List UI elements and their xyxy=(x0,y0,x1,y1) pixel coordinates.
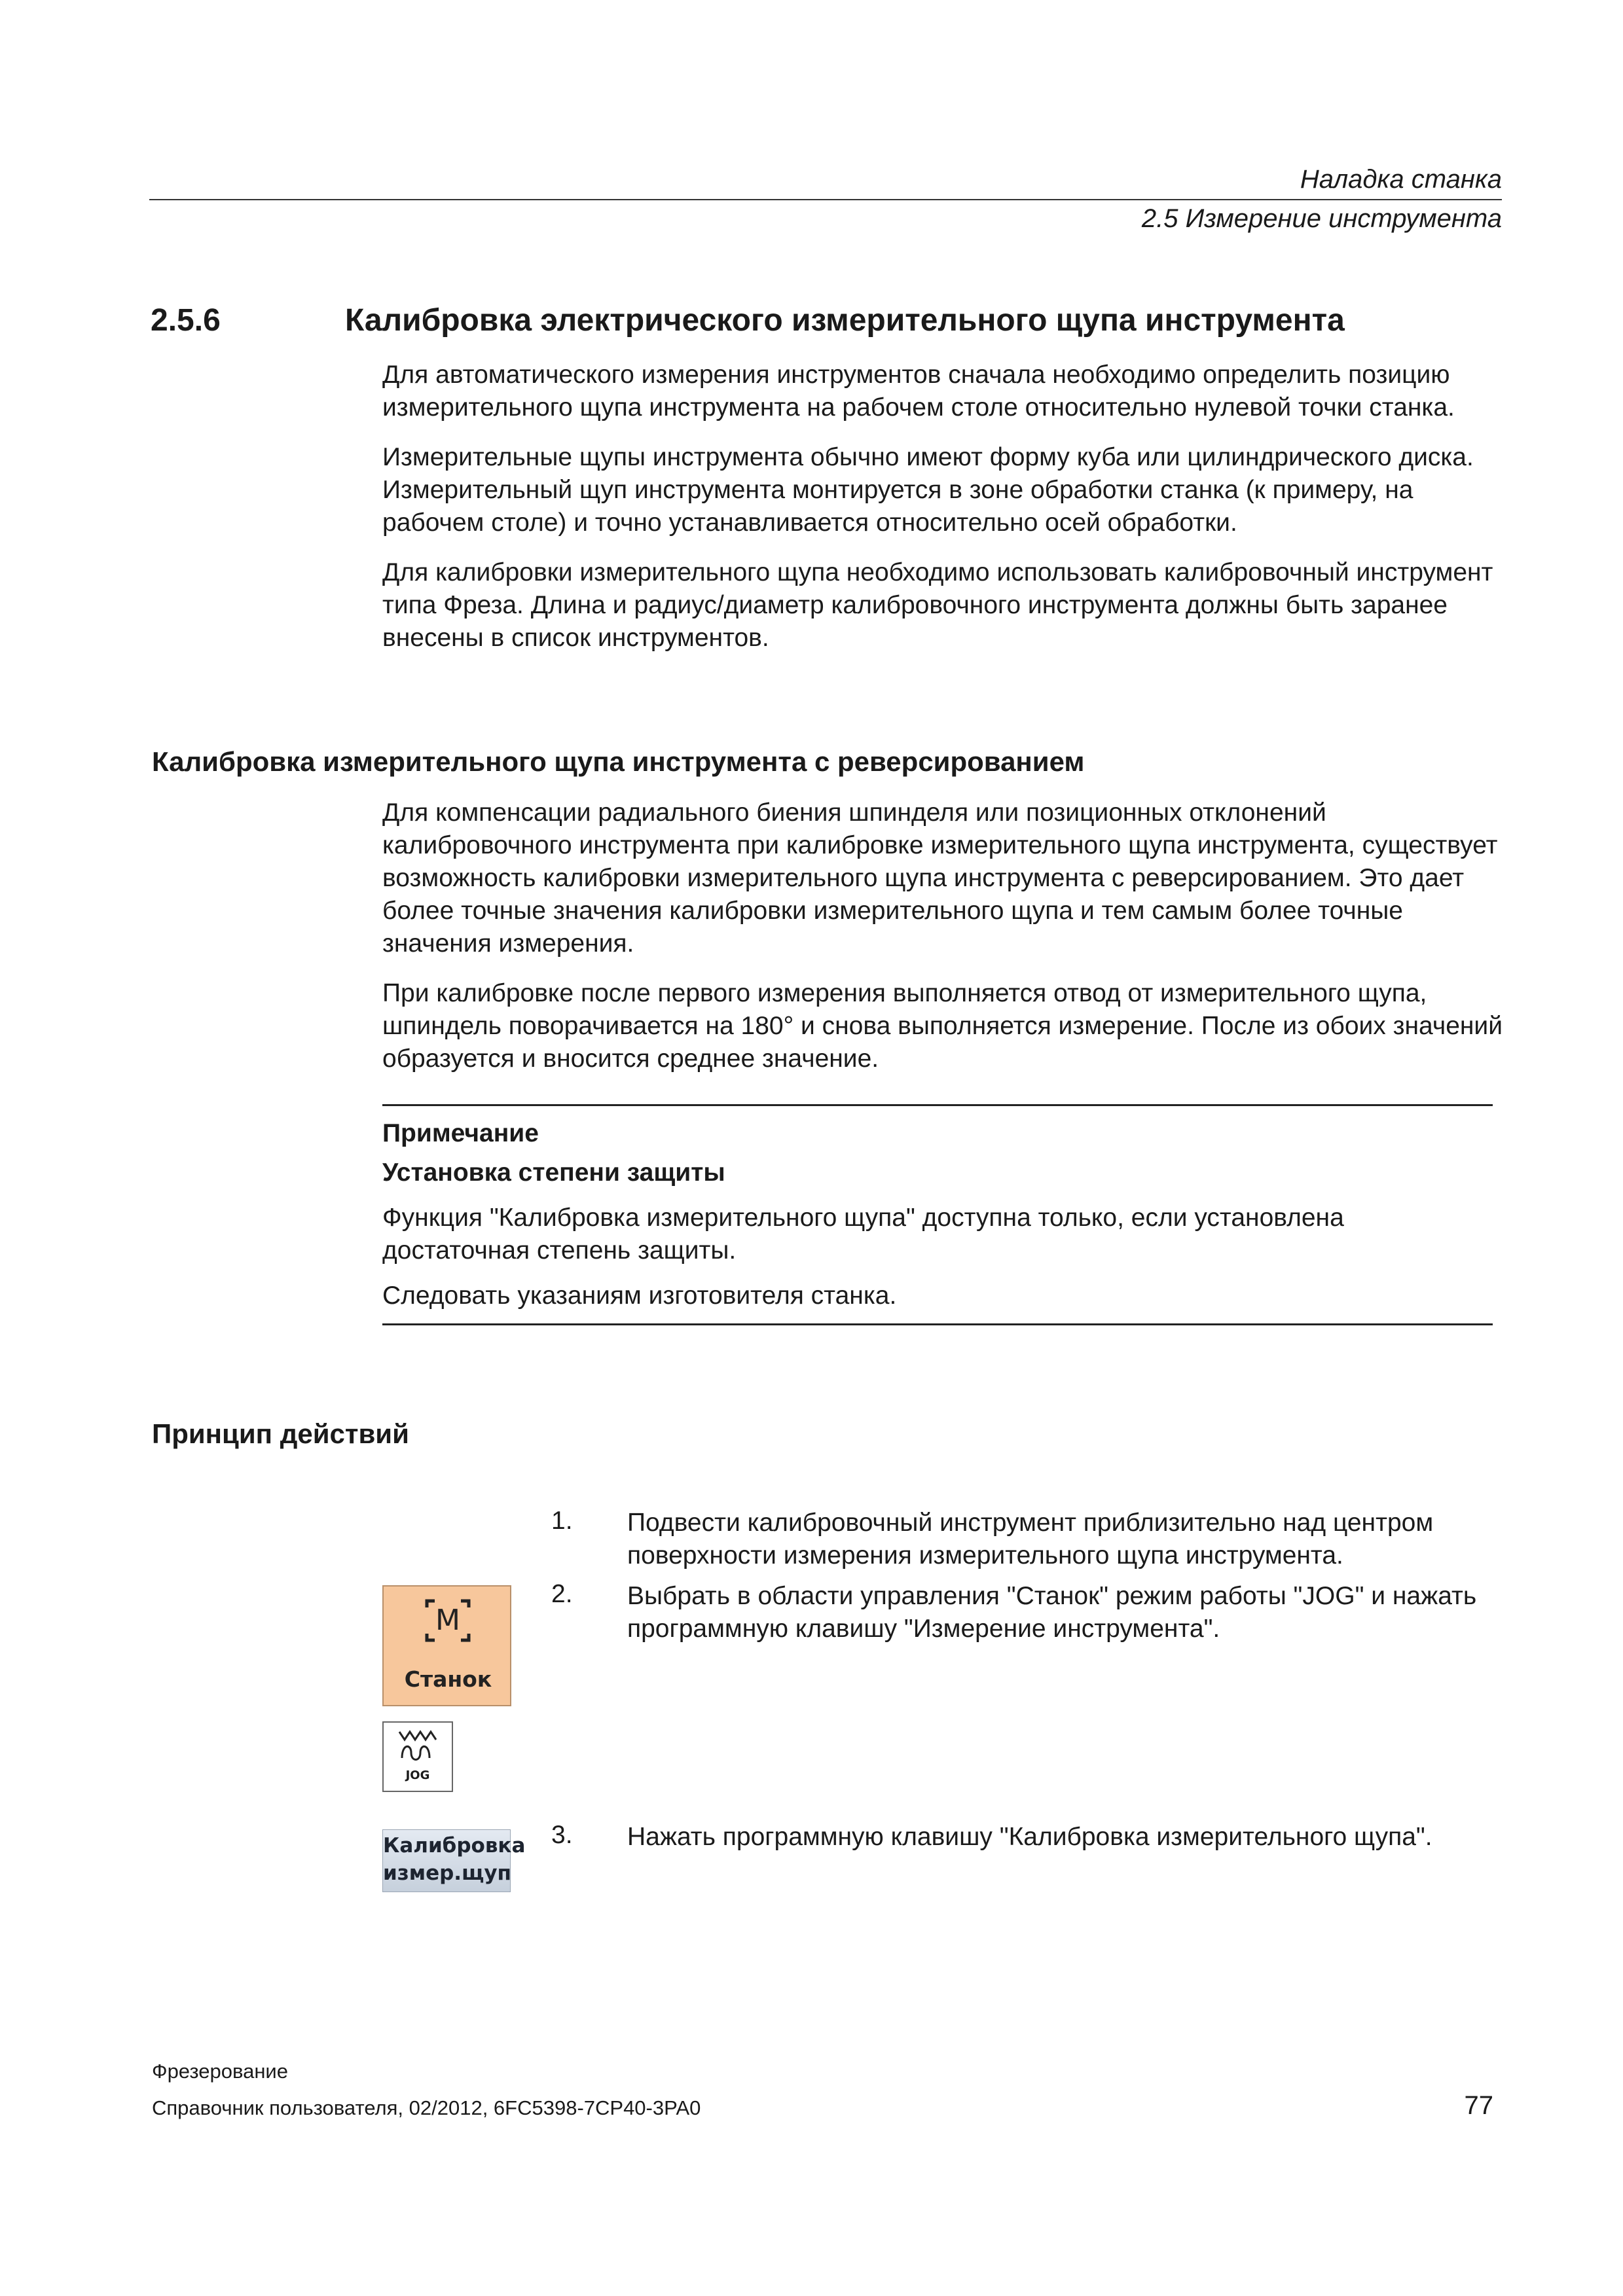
step-text: Выбрать в области управления "Станок" режим работы "JOG" и нажать программную клавишу "Измерение инструмента". xyxy=(627,1582,1477,1643)
machine-softkey[interactable] xyxy=(382,1585,511,1706)
paragraph: Для автоматического измерения инструментов сначала необходимо определить позицию измерительного щупа инструмента на рабочем столе относительно нулевой точки станка. xyxy=(382,361,1455,422)
footer-manual: Справочник пользователя, 02/2012, 6FC5398-7CP40-3PA0 xyxy=(152,2096,701,2119)
paragraph: При калибровке после первого измерения выполняется отвод от измерительного щупа, шпиндель поворачивается на 180° и снова выполняется измерение. После из обоих значений образуется и вносится среднее значение. xyxy=(382,979,1503,1073)
step-number: 1. xyxy=(551,1507,573,1535)
step-text: Нажать программную клавишу "Калибровка измерительного щупа". xyxy=(627,1823,1432,1851)
running-header-section: 2.5 Измерение инструмента xyxy=(1141,204,1502,233)
svg-text:M: M xyxy=(435,1604,460,1637)
reversal-text xyxy=(382,797,1505,1092)
jog-icon xyxy=(393,1727,443,1768)
calibrate-softkey-line1: Калибровка xyxy=(383,1834,526,1857)
note-title: Установка степени защиты xyxy=(382,1158,725,1187)
paragraph: Для компенсации радиального биения шпинделя или позиционных отклонений калибровочного инструмента при калибровке измерительного щупа инструмента, существует возможность калибровки измерительного щупа инструмента с реверсированием. Это дает более точные значения калибровки измерительного щупа и тем самым более точные значения измерения. xyxy=(382,798,1498,958)
footer-title: Фрезерование xyxy=(152,2060,288,2083)
jog-label: JOG xyxy=(405,1768,430,1782)
step-number: 2. xyxy=(551,1580,573,1608)
calibrate-probe-softkey[interactable] xyxy=(382,1829,526,1892)
subheading-procedure: Принцип действий xyxy=(152,1418,409,1449)
note-text: Следовать указаниям изготовителя станка. xyxy=(382,1282,897,1310)
section-number: 2.5.6 xyxy=(151,303,221,338)
calibrate-softkey-line2: измер.щуп xyxy=(383,1861,511,1885)
paragraph: Для калибровки измерительного щупа необходимо использовать калибровочный инструмент типа Фреза. Длина и радиус/диаметр калибровочного инструмента должны быть заранее внесены в список инструментов. xyxy=(382,558,1493,652)
paragraph: Измерительные щупы инструмента обычно имеют форму куба или цилиндрического диска. Измерительный щуп инструмента монтируется в зоне обработки станка (к примеру, на рабочем столе) и точно устанавливается относительно осей обработки. xyxy=(382,443,1474,537)
step-number: 3. xyxy=(551,1821,573,1849)
step-text: Подвести калибровочный инструмент приблизительно над центром поверхности измерения измерительного щупа инструмента. xyxy=(627,1509,1434,1570)
note-text: Функция "Калибровка измерительного щупа" доступна только, если установлена достаточная степень защиты. xyxy=(382,1204,1344,1265)
subheading-reversal: Калибровка измерительного щупа инструмента с реверсированием xyxy=(152,746,1085,777)
machine-icon xyxy=(424,1598,471,1643)
jog-softkey[interactable] xyxy=(382,1721,453,1792)
intro-text xyxy=(382,359,1505,672)
machine-softkey-label: Станок xyxy=(404,1666,492,1692)
note-box xyxy=(382,1104,1493,1325)
page-number: 77 xyxy=(1464,2091,1493,2120)
section-title: Калибровка электрического измерительного щупа инструмента xyxy=(345,303,1345,338)
note-label: Примечание xyxy=(382,1119,539,1147)
running-header-chapter: Наладка станка xyxy=(1300,165,1502,194)
header-rule xyxy=(149,199,1502,200)
